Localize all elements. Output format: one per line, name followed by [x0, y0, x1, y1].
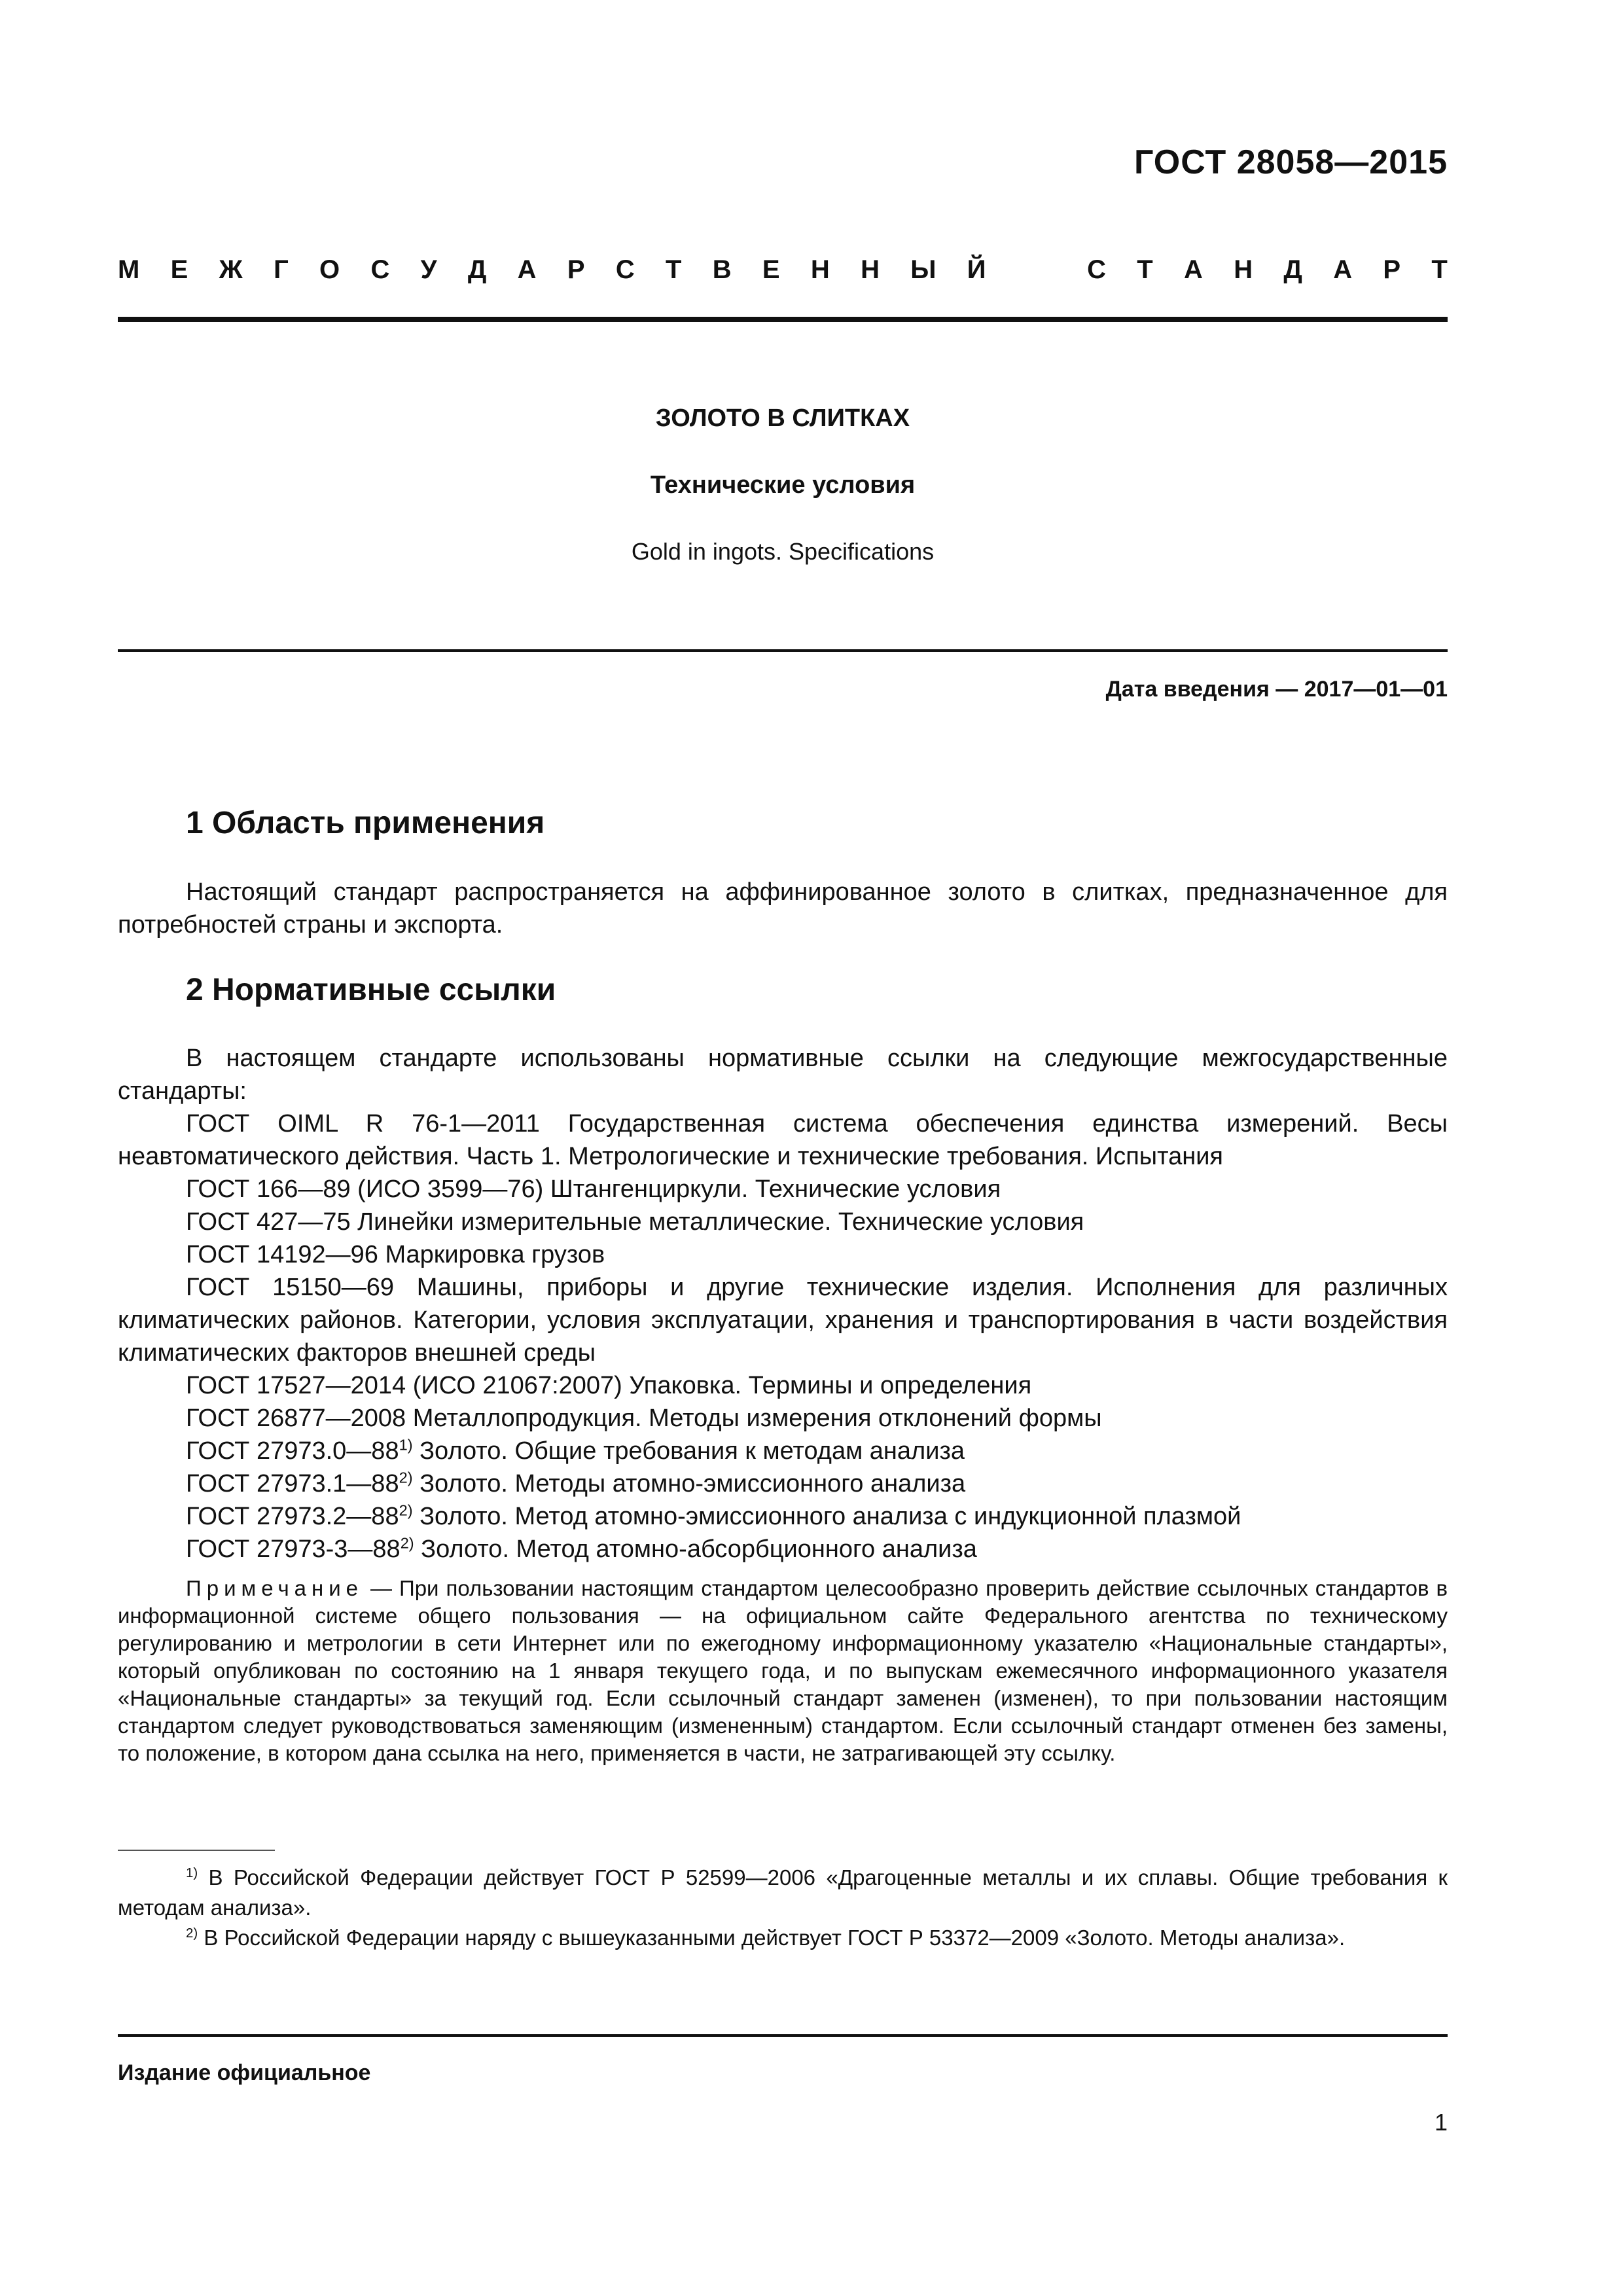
footnote-mark: 2)	[399, 1501, 413, 1519]
section-scope-body	[118, 876, 1448, 941]
reference-title: Золото. Метод атомно-абсорбционного анализа	[414, 1535, 977, 1563]
banner-letter: С	[1087, 255, 1106, 284]
note-paragraph	[118, 1575, 1448, 1767]
banner-letter: С	[370, 255, 390, 284]
footnote-mark: 1)	[399, 1436, 413, 1454]
official-edition-label: Издание официальное	[118, 2060, 371, 2085]
note-label: Примечание	[186, 1576, 364, 1600]
banner-letter: М	[118, 255, 140, 284]
banner-letter: Ж	[219, 255, 243, 284]
reference-item: ГОСТ 17527—2014 (ИСО 21067:2007) Упаковка. Термины и определения	[186, 1372, 1032, 1399]
section-references-body	[118, 1042, 1448, 1566]
reference-item	[118, 1533, 1448, 1566]
footnotes	[118, 1863, 1448, 1953]
banner-letter: О	[319, 255, 340, 284]
reference-title: Золото. Методы атомно-эмиссионного анализа	[412, 1470, 966, 1498]
footnote-mark: 1)	[186, 1865, 198, 1880]
reference-code: ГОСТ 27973.1—88	[186, 1470, 399, 1498]
reference-code: ГОСТ 27973.0—88	[186, 1437, 399, 1465]
banner-letter: Р	[567, 255, 585, 284]
reference-item	[118, 1467, 1448, 1500]
gost-code: ГОСТ 28058—2015	[1134, 143, 1448, 181]
footnote-mark: 2)	[400, 1534, 414, 1552]
reference-item: ГОСТ 166—89 (ИСО 3599—76) Штангенциркули. Технические условия	[186, 1175, 1001, 1203]
paragraph: Настоящий стандарт распространяется на аффинированное золото в слитках, предназначенное для потребностей страны и экспорта.	[118, 878, 1448, 939]
paragraph: В настоящем стандарте использованы нормативные ссылки на следующие межгосударственные стандарты:	[118, 1045, 1448, 1105]
banner-letter: Н	[810, 255, 830, 284]
banner-letter: Й	[967, 255, 986, 284]
reference-item: ГОСТ OIML R 76-1—2011 Государственная система обеспечения единства измерений. Весы неавтоматического действия. Часть 1. Метрологические и технические требования. Испытания	[118, 1110, 1448, 1170]
banner-letter: Т	[1431, 255, 1448, 284]
note-text: — При пользовании настоящим стандартом целесообразно проверить действие ссылочных стандартов в информационной системе общего пользования — на официальном сайте Федерального агентства по техническому регулированию и метрологии в сети Интернет или по ежегодному информационному указателю «Национальные стандарты», который опубликован по состоянию на 1 января текущего года, и по выпускам ежемесячного информационного указателя «Национальные стандарты» за текущий год. Если ссылочный стандарт заменен (изменен), то при пользовании настоящим стандартом следует руководствоваться заменяющим (измененным) стандартом. Если ссылочный стандарт отменен без замены, то положение, в котором дана ссылка на него, применяется в части, не затрагивающей эту ссылку.	[118, 1576, 1448, 1765]
reference-item: ГОСТ 15150—69 Машины, приборы и другие технические изделия. Исполнения для различных климатических районов. Категории, условия эксплуатации, хранения и транспортирования в части воздействия климатических факторов внешней среды	[118, 1274, 1448, 1367]
reference-code: ГОСТ 27973.2—88	[186, 1503, 399, 1530]
header-divider	[118, 317, 1448, 322]
banner-letter: У	[420, 255, 437, 284]
reference-item: ГОСТ 14192—96 Маркировка грузов	[186, 1241, 605, 1268]
reference-title: Золото. Метод атомно-эмиссионного анализа с индукционной плазмой	[412, 1503, 1241, 1530]
section-heading-scope: 1 Область применения	[186, 806, 545, 840]
footnote-mark: 2)	[186, 1926, 198, 1941]
reference-title: Золото. Общие требования к методам анализа	[412, 1437, 965, 1465]
banner-letter: С	[615, 255, 635, 284]
banner-letter: В	[712, 255, 732, 284]
banner-letter: Ы	[910, 255, 936, 284]
banner-letter: Е	[170, 255, 188, 284]
banner-letter: А	[1333, 255, 1353, 284]
reference-item	[118, 1435, 1448, 1467]
banner-letter: А	[517, 255, 537, 284]
reference-item	[118, 1500, 1448, 1533]
banner-letter: А	[1184, 255, 1203, 284]
document-title-english: Gold in ingots. Specifications	[631, 538, 935, 565]
introduction-date: Дата введения — 2017—01—01	[1105, 677, 1448, 702]
reference-code: ГОСТ 27973-3—88	[186, 1535, 401, 1563]
interstate-standard-banner	[118, 255, 1448, 285]
banner-letter: Е	[762, 255, 780, 284]
banner-letter: Р	[1383, 255, 1401, 284]
note-block	[118, 1575, 1448, 1767]
banner-letter: Т	[666, 255, 682, 284]
document-subtitle: Технические условия	[650, 471, 916, 499]
footnote-text: В Российской Федерации наряду с вышеуказанными действует ГОСТ Р 53372—2009 «Золото. Методы анализа».	[198, 1926, 1346, 1950]
banner-letter: Д	[467, 255, 487, 284]
page-number: 1	[1434, 2109, 1448, 2136]
banner-letter: Н	[861, 255, 880, 284]
banner-letter: Г	[274, 255, 289, 284]
reference-item: ГОСТ 427—75 Линейки измерительные металлические. Технические условия	[186, 1208, 1084, 1236]
footnote-separator	[118, 1850, 275, 1851]
footnote	[118, 1863, 1448, 1923]
footnote-text: В Российской Федерации действует ГОСТ Р 52599—2006 «Драгоценные металлы и их сплавы. Общие требования к методам анализа».	[118, 1865, 1448, 1920]
banner-letter: Н	[1234, 255, 1253, 284]
banner-letter: Т	[1137, 255, 1153, 284]
footer-divider	[118, 2034, 1448, 2037]
document-title: ЗОЛОТО В СЛИТКАХ	[655, 404, 910, 432]
banner-letter: Д	[1283, 255, 1302, 284]
reference-item: ГОСТ 26877—2008 Металлопродукция. Методы измерения отклонений формы	[186, 1405, 1102, 1432]
banner-word-gap	[1017, 255, 1056, 285]
title-divider	[118, 649, 1448, 652]
footnote	[118, 1923, 1448, 1953]
footnote-mark: 2)	[399, 1469, 413, 1486]
section-heading-references: 2 Нормативные ссылки	[186, 973, 556, 1007]
